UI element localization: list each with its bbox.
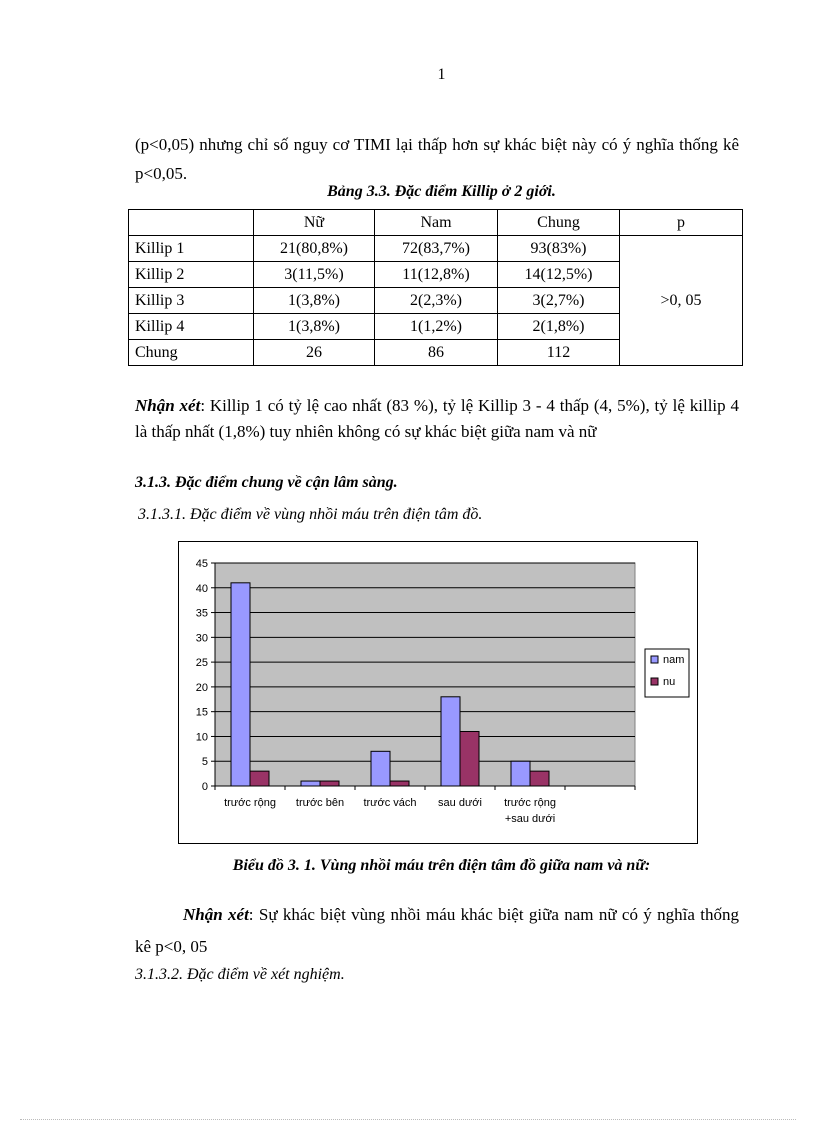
y-tick-label: 40 (195, 582, 208, 595)
cell-chung: 112 (498, 340, 620, 366)
y-tick-label: 10 (195, 731, 208, 744)
x-tick-label: trước rộng (224, 797, 276, 809)
header-nam: Nam (375, 210, 498, 236)
bar-nu (250, 771, 269, 786)
table-row (129, 236, 743, 262)
chart-caption: Biểu đồ 3. 1. Vùng nhồi máu trên điện tâm đồ giữa nam và nữ: (232, 857, 651, 874)
remark-label: Nhận xét (183, 905, 249, 924)
bar-nam (301, 781, 320, 786)
cell-nu: 1(3,8%) (254, 288, 375, 314)
y-tick-label: 30 (195, 632, 208, 645)
subheading-lab: 3.1.3.2. Đặc điểm về xét nghiệm. (135, 966, 345, 983)
y-tick-label: 20 (195, 681, 208, 694)
cell-chung: 2(1,8%) (498, 314, 620, 340)
remark-text: : Sự khác biệt vùng nhồi máu khác biệt giữa nam nữ có ý nghĩa thống kê p<0, 05 (135, 905, 739, 956)
cell-nu: 3(11,5%) (254, 262, 375, 288)
row-label: Killip 2 (129, 262, 254, 288)
remark-text: : Killip 1 có tỷ lệ cao nhất (83 %), tỷ lệ Killip 3 - 4 thấp (4, 5%), tỷ lệ killip 4 là thấp nhất (1,8%) tuy nhiên không có sự khác biệt giữa nam và nữ (135, 396, 739, 441)
header-nu: Nữ (254, 210, 375, 236)
table-caption: Bảng 3.3. Đặc điểm Killip ở 2 giới. (327, 183, 556, 200)
legend-label-nam: nam (663, 654, 685, 666)
header-p: p (620, 210, 743, 236)
page-number: 1 (437, 66, 446, 83)
bar-nam (511, 761, 530, 786)
row-label: Killip 3 (129, 288, 254, 314)
remark-paragraph-2 (135, 899, 739, 963)
y-tick-label: 35 (195, 607, 208, 620)
page-bottom-divider (20, 1119, 796, 1120)
cell-nu: 21(80,8%) (254, 236, 375, 262)
x-tick-label: trước bên (295, 797, 345, 809)
legend-swatch-nu (651, 678, 658, 685)
subheading-ecg: 3.1.3.1. Đặc điểm về vùng nhồi máu trên điện tâm đồ. (138, 506, 483, 523)
row-label: Killip 4 (129, 314, 254, 340)
cell-chung: 3(2,7%) (498, 288, 620, 314)
bar-chart (179, 542, 697, 843)
legend-label-nu: nu (663, 676, 676, 688)
cell-chung: 14(12,5%) (498, 262, 620, 288)
remark-label: Nhận xét (135, 396, 201, 415)
intro-paragraph: (p<0,05) nhưng chỉ số nguy cơ TIMI lại thấp hơn sự khác biệt này có ý nghĩa thống kê p<0,05. (135, 135, 739, 183)
y-tick-label: 45 (195, 558, 208, 570)
cell-nam: 86 (375, 340, 498, 366)
x-tick-label: sau dưới (438, 797, 482, 809)
chart-container (178, 541, 698, 844)
bar-nam (371, 751, 390, 786)
table-header-row (129, 210, 743, 236)
cell-nam: 2(2,3%) (375, 288, 498, 314)
legend-swatch-nam (651, 656, 658, 663)
y-tick-label: 0 (201, 781, 208, 793)
bar-nu (390, 781, 409, 786)
header-empty (129, 210, 254, 236)
bar-nu (460, 731, 479, 786)
y-tick-label: 15 (195, 706, 208, 719)
x-tick-label: trước vách (363, 797, 417, 809)
y-tick-label: 5 (201, 756, 208, 769)
cell-nam: 1(1,2%) (375, 314, 498, 340)
x-tick-label: trước rộng (504, 797, 556, 809)
remark-paragraph-1 (135, 393, 739, 445)
section-heading: 3.1.3. Đặc điểm chung về cận lâm sàng. (135, 474, 398, 491)
x-tick-label: +sau dưới (504, 813, 556, 825)
bar-nu (320, 781, 339, 786)
cell-chung: 93(83%) (498, 236, 620, 262)
cell-nam: 72(83,7%) (375, 236, 498, 262)
bar-nam (441, 697, 460, 786)
cell-nu: 26 (254, 340, 375, 366)
row-label: Killip 1 (129, 236, 254, 262)
killip-table (128, 209, 743, 366)
bar-nu (530, 771, 549, 786)
header-chung: Chung (498, 210, 620, 236)
plot-area (215, 563, 635, 786)
bar-nam (231, 583, 250, 786)
cell-nu: 1(3,8%) (254, 314, 375, 340)
row-label: Chung (129, 340, 254, 366)
cell-p-value: >0, 05 (620, 236, 743, 366)
cell-nam: 11(12,8%) (375, 262, 498, 288)
y-tick-label: 25 (195, 657, 208, 670)
